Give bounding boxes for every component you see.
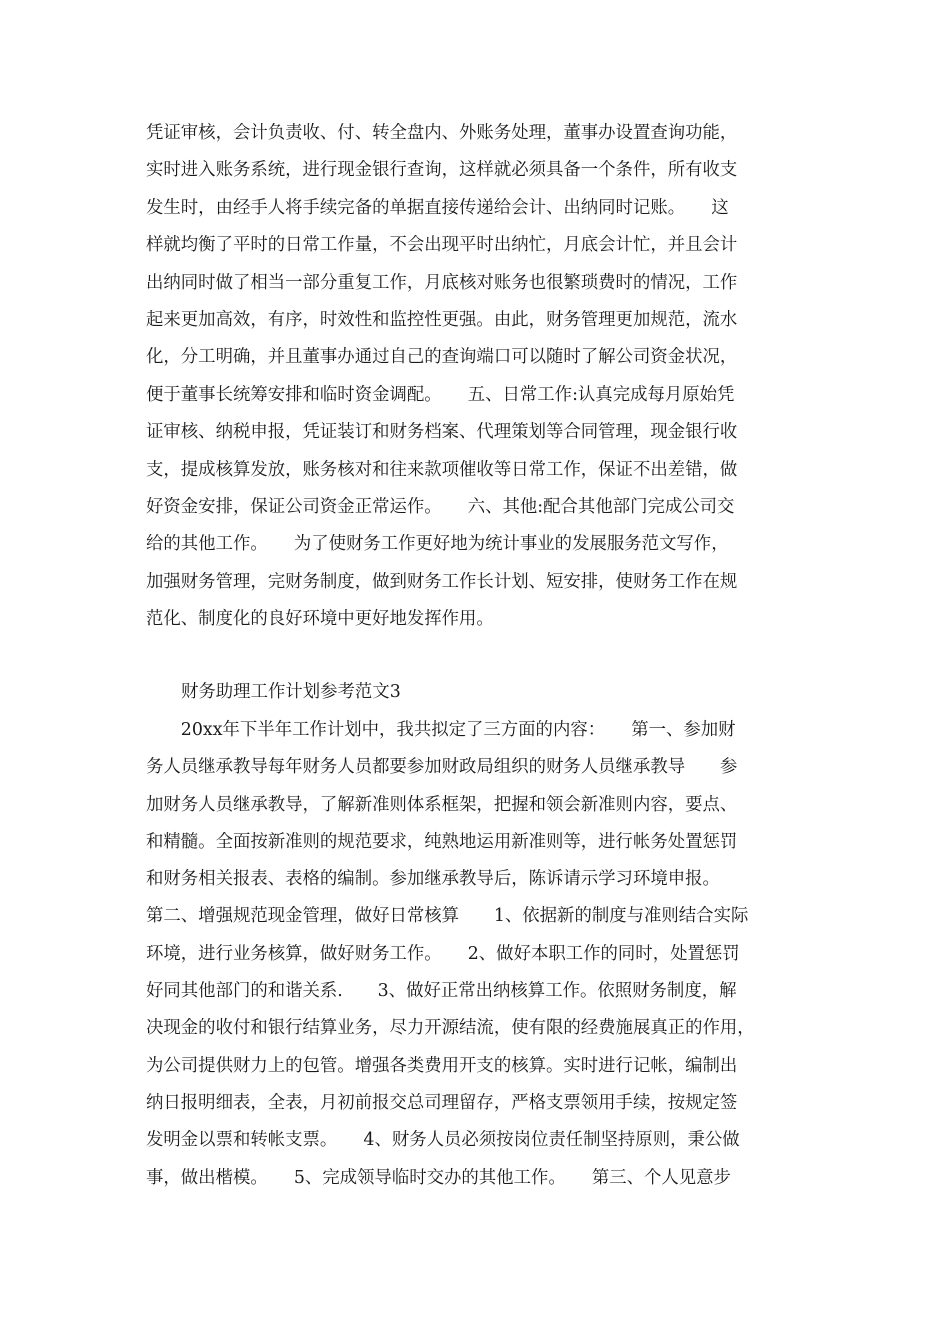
text-line: 化，分工明确，并且董事办通过自己的查询端口可以随时了解公司资金状况，	[146, 347, 738, 368]
text-line: 凭证审核，会计负责收、付、转全盘内、外账务处理，董事办设置查询功能，	[146, 123, 738, 143]
text-line: 20xx年下半年工作计划中，我共拟定了三方面的内容： 第一、参加财	[146, 720, 736, 740]
text-line: 决现金的收付和银行结算业务，尽力开源结流，使有限的经费施展真正的作用，	[146, 1018, 755, 1039]
text-line: 证审核、纳税申报，凭证装订和财务档案、代理策划等合同管理，现金银行收	[146, 422, 738, 443]
text-line: 务人员继承教导每年财务人员都要参加财政局组织的财务人员继承教导 参	[146, 757, 738, 778]
text-line: 好资金安排，保证公司资金正常运作。 六、其他:配合其他部门完成公司交	[146, 496, 735, 517]
text-line: 环境，进行业务核算，做好财务工作。 2、做好本职工作的同时，处置惩罚	[146, 943, 740, 964]
text-line: 纳日报明细表，全表，月初前报交总司理留存，严格支票领用手续，按规定签	[146, 1092, 738, 1113]
text-line: 发明金以票和转帐支票。 4、财务人员必须按岗位责任制坚持原则，秉公做	[146, 1130, 740, 1151]
text-line: 起来更加高效，有序，时效性和监控性更强。由此，财务管理更加规范，流水	[146, 309, 738, 330]
text-line: 出纳同时做了相当一部分重复工作，月底核对账务也很繁琐费时的情况，工作	[146, 272, 738, 293]
text-line: 好同其他部门的和谐关系. 3、做好正常出纳核算工作。依照财务制度，解	[146, 981, 737, 1002]
text-line: 发生时，由经手人将手续完备的单据直接传递给会计、出纳同时记账。 这	[146, 197, 729, 218]
paragraph-section-1	[146, 115, 816, 638]
paragraph-section-2	[146, 712, 816, 1197]
text-line: 加财务人员继承教导，了解新准则体系框架，把握和领会新准则内容，要点、	[146, 794, 738, 815]
text-line: 和财务相关报表、表格的编制。参加继承教导后，陈诉请示学习环境申报。	[146, 869, 720, 890]
text-line: 范化、制度化的良好环境中更好地发挥作用。	[146, 609, 494, 630]
text-line: 便于董事长统筹安排和临时资金调配。 五、日常工作:认真完成每月原始凭	[146, 384, 735, 405]
text-line: 实时进入账务系统，进行现金银行查询，这样就必须具备一个条件，所有收支	[146, 160, 738, 181]
text-line: 事，做出楷模。 5、完成领导临时交办的其他工作。 第三、个人见意步	[146, 1167, 731, 1188]
text-line: 和精髓。全面按新准则的规范要求，纯熟地运用新准则等，进行帐务处置惩罚	[146, 831, 738, 852]
section-heading: 财务助理工作计划参考范文3	[181, 682, 401, 702]
text-line: 第二、增强规范现金管理，做好日常核算 1、依据新的制度与准则结合实际	[146, 906, 749, 927]
text-line: 样就均衡了平时的日常工作量，不会出现平时出纳忙，月底会计忙，并且会计	[146, 235, 738, 256]
text-line: 为公司提供财力上的包管。增强各类费用开支的核算。实时进行记帐，编制出	[146, 1055, 738, 1076]
text-line: 给的其他工作。 为了使财务工作更好地为统计事业的发展服务范文写作，	[146, 534, 729, 555]
text-line: 加强财务管理，完财务制度，做到财务工作长计划、短安排，使财务工作在规	[146, 571, 738, 592]
text-line: 支，提成核算发放，账务核对和往来款项催收等日常工作，保证不出差错，做	[146, 459, 738, 480]
